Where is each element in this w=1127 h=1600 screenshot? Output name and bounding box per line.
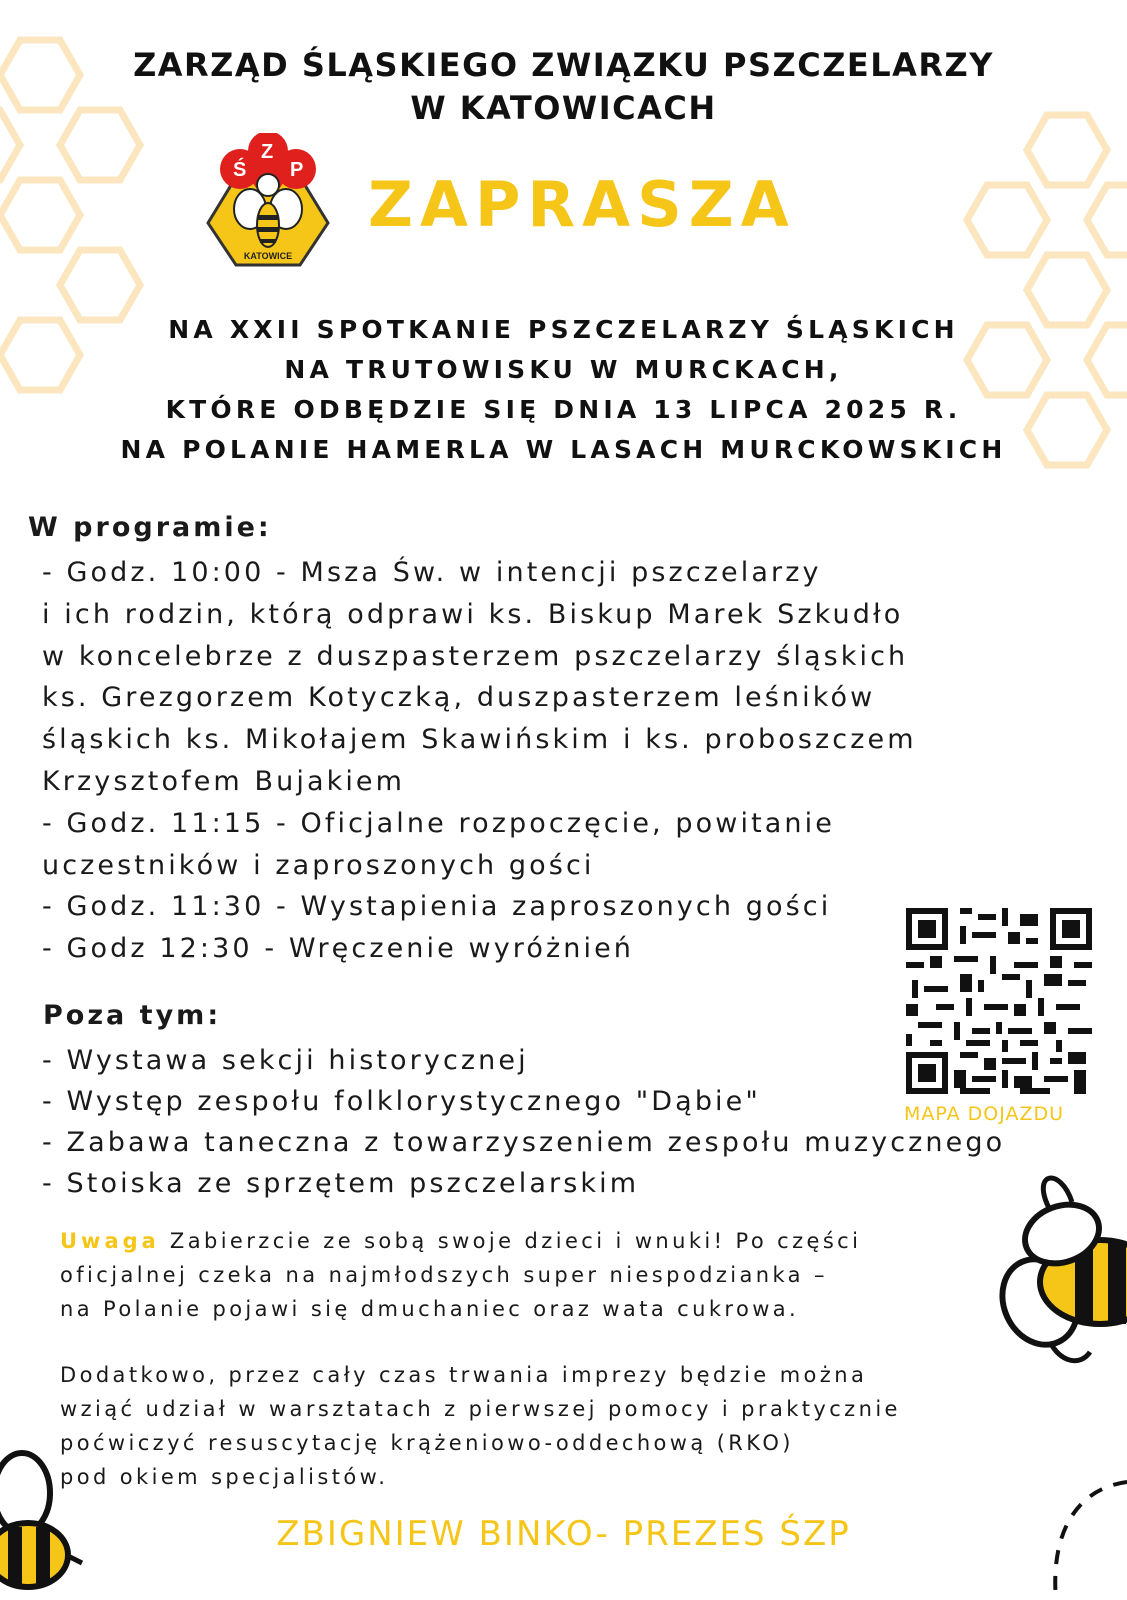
note-line-1-text: Zabierzcie ze sobą swoje dzieci i wnuki! Po części	[159, 1229, 862, 1253]
invite-title: ZAPRASZA	[368, 168, 796, 241]
extras-line: - Wystawa sekcji historycznej	[42, 1045, 529, 1076]
program-heading: W programie:	[28, 512, 272, 543]
event-line: NA POLANIE HAMERLA W LASACH MURCKOWSKICH	[120, 435, 1007, 464]
program-line: - Godz 12:30 - Wręczenie wyróżnień	[42, 933, 635, 965]
additional-line: Dodatkowo, przez cały czas trwania imprezy będzie można	[60, 1363, 868, 1387]
header-line-1: ZARZĄD ŚLĄSKIEGO ZWIĄZKU PSZCZELARZY	[133, 46, 994, 84]
program-line: w koncelebrze z duszpasterzem pszczelarzy śląskich	[42, 640, 909, 672]
logo-letter-s: Ś	[233, 159, 247, 181]
szp-logo	[206, 133, 330, 267]
signature: ZBIGNIEW BINKO- PREZES ŚZP	[276, 1514, 851, 1554]
logo-letter-z: Z	[261, 141, 274, 163]
program-line: - Godz. 11:30 - Wystapienia zaproszonych gości	[42, 891, 832, 923]
program-line: uczestników i zaproszonych gości	[42, 849, 595, 881]
extras-list	[42, 1040, 1102, 1204]
note-block	[60, 1224, 1000, 1326]
extras-line: - Występ zespołu folklorystycznego "Dąbie"	[42, 1086, 761, 1117]
program-line: - Godz. 10:00 - Msza Św. w intencji pszczelarzy	[42, 557, 822, 588]
logo-city-label: KATOWICE	[243, 251, 293, 261]
additional-line: wziąć udział w warsztatach z pierwszej pomocy i praktycznie	[60, 1397, 901, 1421]
event-description	[0, 310, 1127, 470]
event-line: NA TRUTOWISKU W MURCKACH,	[284, 355, 843, 384]
event-line: KTÓRE ODBĘDZIE SIĘ DNIA 13 LIPCA 2025 R.	[165, 395, 962, 424]
extras-heading: Poza tym:	[43, 1000, 222, 1031]
note-line	[60, 1224, 1000, 1258]
bee-left-icon	[0, 1445, 95, 1600]
additional-line: pod okiem specjalistów.	[60, 1465, 389, 1489]
uwaga-label: Uwaga	[60, 1229, 160, 1253]
program-line: i ich rodzin, którą odprawi ks. Biskup Marek Szkudło	[42, 598, 904, 630]
qr-map-label: MAPA DOJAZDU	[904, 1103, 1065, 1125]
header-line-2: W KATOWICACH	[410, 89, 717, 127]
note-line: na Polanie pojawi się dmuchaniec oraz wata cukrowa.	[60, 1297, 800, 1321]
program-line: śląskich ks. Mikołajem Skawińskim i ks. proboszczem	[42, 724, 917, 756]
logo-letter-p: P	[290, 159, 304, 181]
extras-line: - Stoiska ze sprzętem pszczelarskim	[42, 1168, 640, 1199]
program-list	[42, 552, 1042, 970]
program-line: Krzysztofem Bujakiem	[42, 765, 406, 797]
additional-info	[60, 1358, 1020, 1494]
program-line: - Godz. 11:15 - Oficjalne rozpoczęcie, powitanie	[42, 807, 835, 839]
program-line: ks. Grezgorzem Kotyczką, duszpasterzem leśników	[42, 682, 876, 714]
bee-right-icon	[990, 1172, 1127, 1372]
event-line: NA XXII SPOTKANIE PSZCZELARZY ŚLĄSKICH	[168, 315, 959, 344]
organization-header	[0, 44, 1127, 130]
note-line: oficjalnej czeka na najmłodszych super niespodzianka –	[60, 1263, 828, 1287]
flight-trail-decoration	[1050, 1478, 1127, 1600]
extras-line: - Zabawa taneczna z towarzyszeniem zespołu muzycznego	[42, 1127, 1006, 1158]
additional-line: poćwiczyć resuscytację krążeniowo-oddechową (RKO)	[60, 1431, 794, 1455]
